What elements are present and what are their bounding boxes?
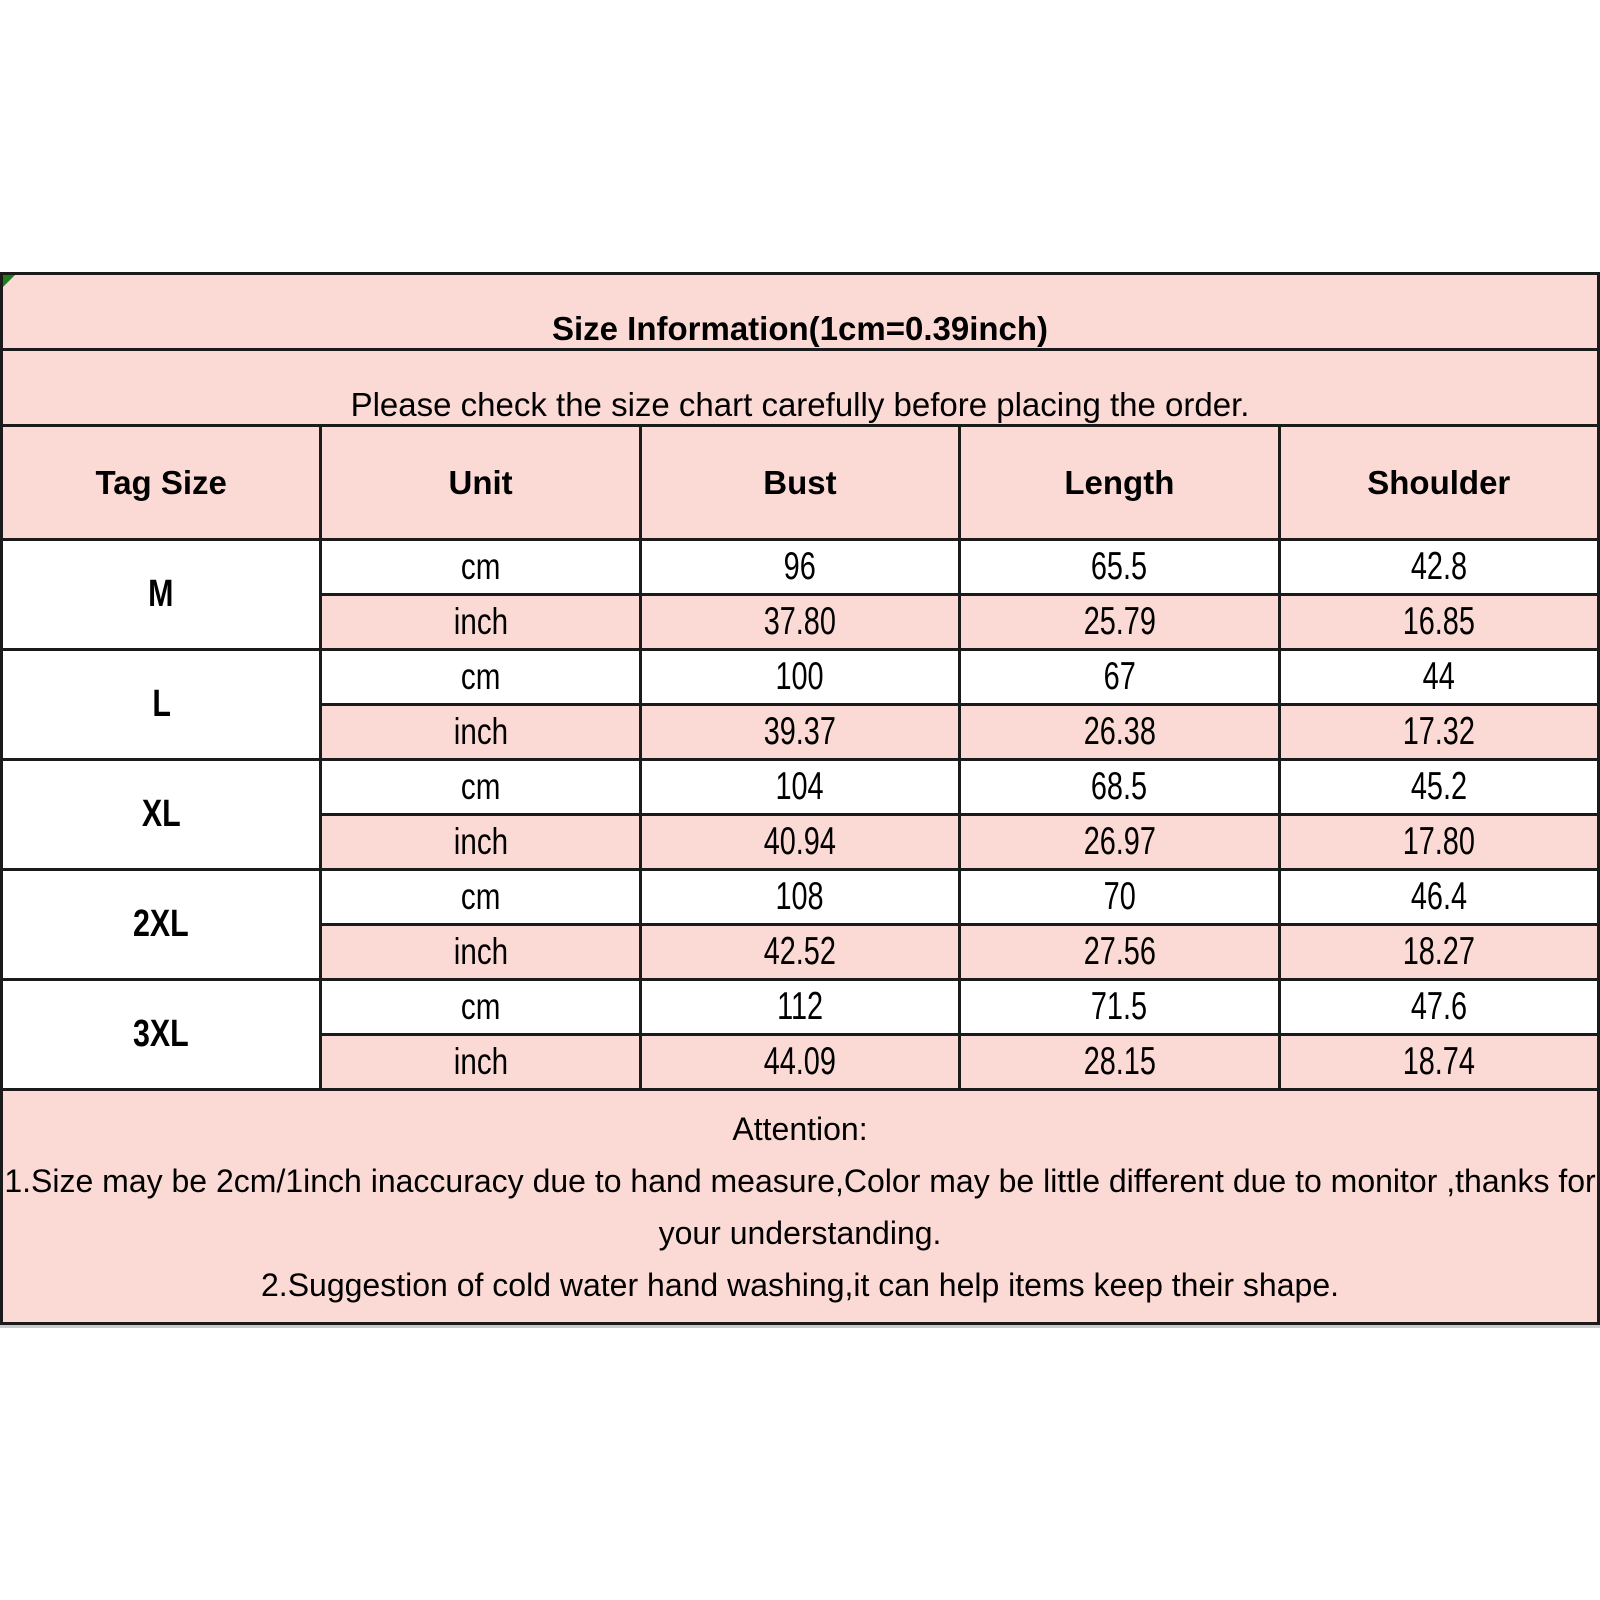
value-xl-inch-bust	[640, 815, 959, 870]
value: 42.52	[763, 930, 837, 973]
value: 16.85	[1402, 600, 1475, 643]
value-m-inch-length	[960, 595, 1279, 650]
unit-label: cm	[460, 876, 501, 917]
value: 26.38	[1083, 710, 1156, 753]
col-header-unit	[321, 426, 640, 540]
value-3xl-inch-bust	[640, 1035, 959, 1090]
unit-cell-3xl-cm	[321, 980, 640, 1035]
value: 27.56	[1083, 930, 1156, 973]
table-title	[2, 274, 1599, 350]
value: 112	[776, 985, 823, 1028]
tag-cell-m	[2, 540, 321, 650]
table-row	[2, 650, 1599, 705]
tag-label: L	[151, 683, 171, 725]
value: 96	[783, 545, 817, 588]
value-m-cm-shoulder	[1279, 540, 1598, 595]
value: 45.2	[1410, 765, 1467, 808]
col-header-tag-size-label: Tag Size	[95, 463, 227, 501]
col-header-tag-size	[2, 426, 321, 540]
unit-label: inch	[453, 711, 508, 752]
value-l-cm-shoulder	[1279, 650, 1598, 705]
value-3xl-inch-length	[960, 1035, 1279, 1090]
value-2xl-inch-shoulder	[1279, 925, 1598, 980]
value-xl-cm-bust	[640, 760, 959, 815]
value: 26.97	[1083, 820, 1156, 863]
tag-label: M	[148, 573, 174, 615]
attention-note	[2, 1090, 1599, 1324]
unit-cell-2xl-cm	[321, 870, 640, 925]
value-3xl-cm-length	[960, 980, 1279, 1035]
col-header-bust-label: Bust	[763, 463, 837, 501]
value-xl-cm-shoulder	[1279, 760, 1598, 815]
table-row	[2, 980, 1599, 1035]
col-header-bust	[640, 426, 959, 540]
unit-cell-m-cm	[321, 540, 640, 595]
value-l-cm-bust	[640, 650, 959, 705]
value-l-cm-length	[960, 650, 1279, 705]
table-row	[2, 870, 1599, 925]
col-header-unit-label: Unit	[448, 463, 513, 501]
value: 68.5	[1091, 765, 1148, 808]
tag-label: XL	[141, 793, 181, 835]
value: 37.80	[763, 600, 837, 643]
tag-cell-l	[2, 650, 321, 760]
col-header-length-label: Length	[1064, 463, 1175, 501]
table-subtitle	[2, 350, 1599, 426]
attention-line-1: 1.Size may be 2cm/1inch inaccuracy due to hand measure,Color may be little different due to monitor ,thanks for your understanding.	[4, 1162, 1596, 1251]
value: 17.80	[1402, 820, 1475, 863]
table-title-text: Size Information(1cm=0.39inch)	[551, 310, 1049, 347]
unit-label: cm	[460, 656, 501, 697]
value-3xl-cm-bust	[640, 980, 959, 1035]
table-subtitle-text: Please check the size chart carefully before placing the order.	[350, 386, 1250, 423]
value: 28.15	[1083, 1040, 1156, 1083]
value: 40.94	[763, 820, 837, 863]
tag-label: 2XL	[133, 903, 190, 945]
attention-line-2: 2.Suggestion of cold water hand washing,it can help items keep their shape.	[261, 1266, 1339, 1303]
cell-corner-marker-icon	[3, 275, 15, 287]
unit-label: cm	[460, 986, 501, 1027]
value-xl-inch-length	[960, 815, 1279, 870]
unit-cell-m-inch	[321, 595, 640, 650]
unit-cell-l-cm	[321, 650, 640, 705]
value-2xl-inch-length	[960, 925, 1279, 980]
value-l-inch-shoulder	[1279, 705, 1598, 760]
size-chart-table	[0, 272, 1600, 1325]
value: 44	[1422, 655, 1455, 698]
value: 65.5	[1091, 545, 1148, 588]
tag-cell-3xl	[2, 980, 321, 1090]
unit-cell-l-inch	[321, 705, 640, 760]
value: 46.4	[1410, 875, 1467, 918]
value: 67	[1103, 655, 1136, 698]
header-row	[2, 426, 1599, 540]
value: 104	[775, 765, 825, 808]
col-header-shoulder	[1279, 426, 1598, 540]
subtitle-row	[2, 350, 1599, 426]
value-m-inch-shoulder	[1279, 595, 1598, 650]
value: 18.27	[1402, 930, 1475, 973]
tag-cell-xl	[2, 760, 321, 870]
unit-label: inch	[453, 1041, 508, 1082]
unit-cell-3xl-inch	[321, 1035, 640, 1090]
value: 108	[775, 875, 825, 918]
tag-cell-2xl	[2, 870, 321, 980]
unit-cell-xl-cm	[321, 760, 640, 815]
value-m-inch-bust	[640, 595, 959, 650]
value: 47.6	[1410, 985, 1467, 1028]
unit-cell-2xl-inch	[321, 925, 640, 980]
col-header-length	[960, 426, 1279, 540]
value: 100	[775, 655, 825, 698]
value: 18.74	[1402, 1040, 1475, 1083]
value-3xl-cm-shoulder	[1279, 980, 1598, 1035]
value: 71.5	[1091, 985, 1148, 1028]
table-row	[2, 540, 1599, 595]
value: 42.8	[1410, 545, 1467, 588]
value-l-inch-length	[960, 705, 1279, 760]
value-2xl-cm-length	[960, 870, 1279, 925]
value-m-cm-bust	[640, 540, 959, 595]
unit-label: inch	[453, 601, 508, 642]
value: 70	[1103, 875, 1136, 918]
value-xl-inch-shoulder	[1279, 815, 1598, 870]
col-header-shoulder-label: Shoulder	[1367, 463, 1511, 501]
unit-label: inch	[453, 821, 508, 862]
value-2xl-cm-shoulder	[1279, 870, 1598, 925]
value: 44.09	[763, 1040, 837, 1083]
value-2xl-inch-bust	[640, 925, 959, 980]
value-2xl-cm-bust	[640, 870, 959, 925]
value-m-cm-length	[960, 540, 1279, 595]
title-row	[2, 274, 1599, 350]
value-l-inch-bust	[640, 705, 959, 760]
table-row	[2, 760, 1599, 815]
value-3xl-inch-shoulder	[1279, 1035, 1598, 1090]
value-xl-cm-length	[960, 760, 1279, 815]
unit-cell-xl-inch	[321, 815, 640, 870]
unit-label: cm	[460, 766, 501, 807]
value: 25.79	[1083, 600, 1156, 643]
unit-label: inch	[453, 931, 508, 972]
value: 39.37	[763, 710, 837, 753]
attention-heading: Attention:	[732, 1110, 868, 1147]
value: 17.32	[1402, 710, 1475, 753]
unit-label: cm	[460, 546, 501, 587]
tag-label: 3XL	[133, 1013, 190, 1055]
attention-row	[2, 1090, 1599, 1324]
